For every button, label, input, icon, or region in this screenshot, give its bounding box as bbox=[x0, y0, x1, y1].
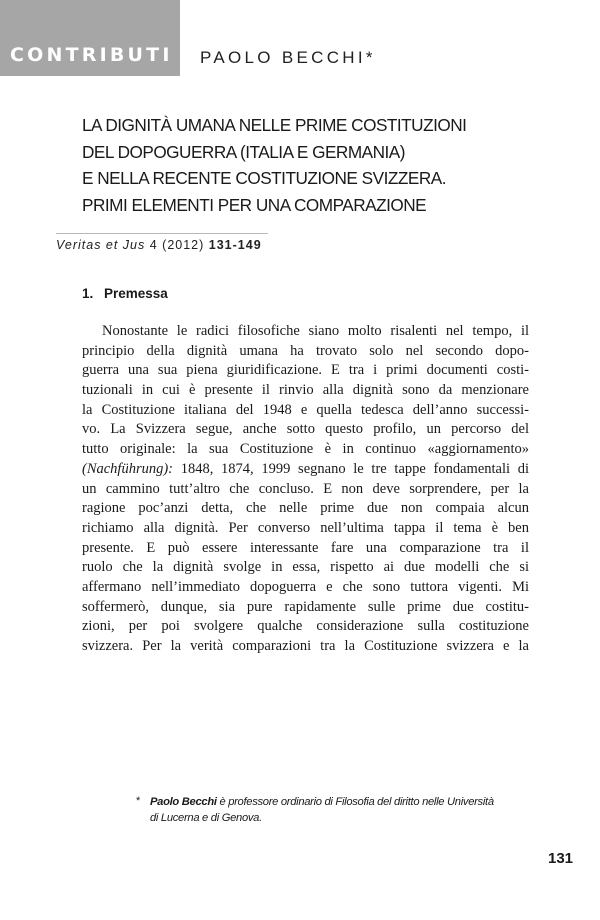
body-line: ragione poc’anzi detta, che nelle prime due non compaia alcun bbox=[82, 500, 529, 517]
journal-name: Veritas et Jus bbox=[56, 238, 146, 252]
section-number: 1. bbox=[82, 286, 94, 301]
footnote-mark: * bbox=[136, 795, 140, 807]
section-label: CONTRIBUTI bbox=[10, 44, 173, 66]
body-line: tuzionali in cui è presente il rinvio alla dignità sono da menzionare bbox=[82, 382, 529, 399]
italic-term: (Nachführung): bbox=[82, 460, 174, 477]
footnote-author-name: Paolo Becchi bbox=[150, 796, 217, 808]
body-line: guerra una sua piena giuridificazione. E tra i primi documenti costi- bbox=[82, 362, 529, 379]
title-line: DEL DOPOGUERRA (ITALIA E GERMANIA) bbox=[82, 141, 405, 162]
body-line: (Nachführung): 1848, 1874, 1999 segnano le tre tappe fondamentali di bbox=[82, 460, 529, 477]
body-line: richiamo alla dignità. Per converso nell’ultima tappa il tema è ben bbox=[82, 519, 529, 536]
title-line: E NELLA RECENTE COSTITUZIONE SVIZZERA. bbox=[82, 168, 446, 188]
section-heading bbox=[82, 286, 168, 301]
article-title bbox=[82, 112, 552, 218]
body-line: ruolo che la dignità svolge in essa, rispetto ai due modelli che si bbox=[82, 559, 529, 576]
body-line: zioni, per poi svolgere qualche considerazione sulla costituzione bbox=[82, 618, 529, 635]
title-line: LA DIGNITÀ UMANA NELLE PRIME COSTITUZIONI bbox=[82, 115, 467, 135]
body-line: principio della dignità umana ha trovato solo nel secondo dopo- bbox=[82, 342, 529, 359]
title-line: PRIMI ELEMENTI PER UNA COMPARAZIONE bbox=[82, 194, 427, 215]
journal-volume-year: 4 (2012) bbox=[145, 238, 209, 252]
body-line: vo. La Svizzera segue, anche sotto questo profilo, un percorso del bbox=[82, 421, 529, 438]
section-title: Premessa bbox=[104, 286, 168, 301]
body-line: affermano nell’immediato dopoguerra e che sono tuttora vigenti. Mi bbox=[82, 578, 529, 595]
section-band bbox=[0, 0, 180, 76]
journal-pages: 131-149 bbox=[208, 238, 262, 252]
body-line: svizzera. Per la verità comparazioni tra la Costituzione svizzera e la bbox=[82, 638, 529, 654]
footnote bbox=[136, 794, 536, 826]
body-line: Nonostante le radici filosofiche siano molto risalenti nel tempo, il bbox=[102, 323, 529, 339]
footnote-text: di Lucerna e di Genova. bbox=[150, 812, 262, 824]
journal-citation bbox=[56, 238, 262, 252]
body-line: un cammino tutt’altro che concluso. E non deve sorprendere, per la bbox=[82, 480, 529, 497]
citation-rule bbox=[56, 233, 268, 234]
footnote-text: è professore ordinario di Filosofia del diritto nelle Università bbox=[216, 796, 494, 808]
article-author: PAOLO BECCHI* bbox=[200, 48, 376, 67]
body-line: tutto originale: la sua Costituzione è in continuo «aggiornamento» bbox=[82, 441, 529, 458]
body-line: presente. E può essere interessante fare una comparazione tra il bbox=[82, 539, 529, 556]
page-number: 131 bbox=[548, 850, 574, 867]
body-line: soffermerò, dunque, sia pure rapidamente sulle prime due costitu- bbox=[82, 598, 529, 615]
body-paragraph bbox=[82, 322, 529, 657]
body-line: la Costituzione italiana del 1948 e quella tedesca dell’anno successi- bbox=[82, 401, 529, 418]
